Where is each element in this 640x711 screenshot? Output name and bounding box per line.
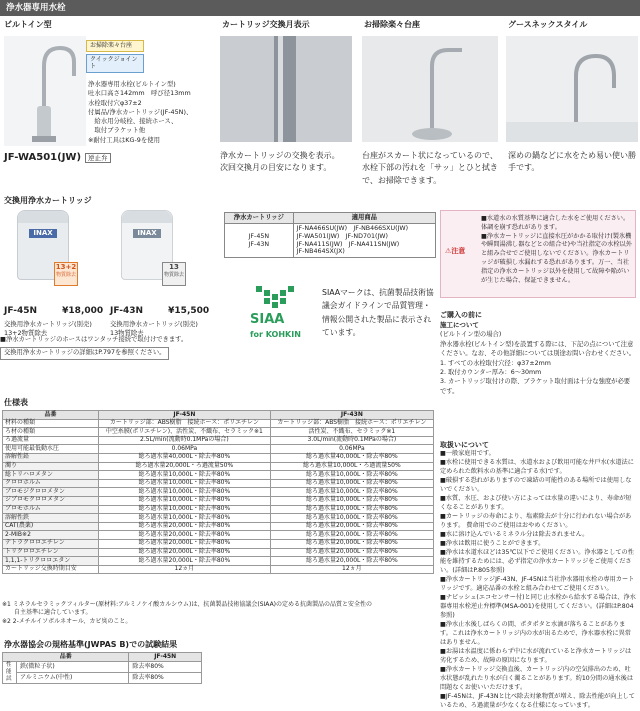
spec-cell: 総ろ過水量10,000L・除去率80% (99, 488, 271, 497)
spec-line: 水栓取付穴φ37±2 (88, 98, 142, 107)
feature-caption-1: 浄水カートリッジの交換を表示。 次回交換月の目安になります。 (220, 151, 340, 173)
spec-cell: 中空糸膜(ポリエチレン)、活性炭、不織布、セラミック※1 (99, 428, 271, 437)
compat-item: JF-NA466SU(JW) JF-NB466SXU(JW) (296, 224, 409, 232)
count-badge-sub: 物質除去 (163, 271, 184, 278)
spec-cell: 活性炭、不織布、セラミック※1 (270, 428, 433, 437)
handling-item: ■浄水は水道水ほどは35℃以下でご使用ください。浄水器としての性能を維持するためには、必ず指定の浄水カートリッジをご使用ください。(詳細はP.805参照) (440, 548, 634, 574)
spec-cell: 総ろ過水量20,000L・除去率80% (99, 539, 271, 548)
spec-cell: 総ろ過水量20,000L・除去率80% (270, 522, 433, 531)
spec-row-label: 1,1,1-トリクロロエタン (3, 557, 99, 566)
spec-line: 吐水口高さ142mm 呼び径13mm (88, 89, 191, 98)
spec-row (3, 471, 434, 480)
spec-cell: 総ろ過水量10,000L・除去率80% (270, 505, 433, 514)
purchase-line: 2. 取付カウンター厚み：6〜30mm (440, 369, 542, 376)
jwpas-head: JF-45N (129, 653, 202, 662)
faucet-photo (4, 36, 86, 146)
compat-cart: JF-45N JF-43N (225, 223, 294, 257)
spec-row-label: 溶解性鉛 (3, 453, 99, 462)
spec-row-label: 総トリハロメタン (3, 471, 99, 480)
cartridge-model: JF-45N (4, 306, 38, 316)
handling-item: ■浄水カートリッジ交換直後、カートリッジ内の空気排出のため、吐水状態が乱れたり水が白く濁ることがあります。約10分間の通水後は問題なくお使いいただけます。 (440, 665, 634, 691)
spec-cell: 総ろ過水量10,000L・除去率80% (270, 479, 433, 488)
feature-photo-2 (362, 36, 498, 142)
spec-row (3, 557, 434, 566)
desc-line: 13物質除去 (110, 328, 144, 337)
brand-label: INAX (133, 229, 161, 238)
footnote: ※1 ミネラルセラミックフィルター(原材料:アルミノケイ酸カルシウム)は、抗菌製品技術協議会(SIAA)の定める抗菌製品の品質と安全性の (2, 601, 373, 608)
model-sub-badge: 逆止弁 (85, 153, 111, 163)
jwpas-head: 品番 (3, 653, 129, 662)
handling-title: 取扱いについて (440, 441, 489, 449)
cartridge-model: JF-43N (110, 306, 144, 316)
purchase-line: (ビルトイン型の場合) (440, 331, 502, 339)
spec-cell: 総ろ過水量40,000L・除去率80% (270, 453, 433, 462)
price-line-45n (4, 306, 103, 317)
spec-row-label: ろ過流量 (3, 436, 99, 445)
spec-cell: 2.5L/min(流動時0.1MPaの場合) (99, 436, 271, 445)
spec-cell: カートリッジ部：ABS樹脂 接続ホース：ポリエチレン (270, 419, 433, 428)
spec-row-label: ブロモホルム (3, 505, 99, 514)
spec-cell: 総ろ過水量20,000L・ろ過流量50% (99, 462, 271, 471)
cartridge-notes (0, 336, 216, 360)
spec-row-label: ブロモジクロロメタン (3, 488, 99, 497)
spec-cell: 0.06MPa (270, 445, 433, 454)
spec-cell: 総ろ過水量40,000L・除去率80% (99, 453, 271, 462)
handling-item: ■一般家庭用です。 (440, 450, 495, 458)
price-line-43n (110, 306, 209, 317)
spec-cell: 総ろ過水量20,000L・除去率80% (99, 548, 271, 557)
spec-row-label: ジブロモクロロメタン (3, 496, 99, 505)
spec-row-label: 2-MIB※2 (3, 531, 99, 540)
spec-row-label: 溶解性鉄 (3, 514, 99, 523)
caution-list (481, 215, 633, 285)
feature-caption-3: 深めの鍋などに水をため易い使い勝手です。 (508, 151, 636, 173)
spec-row (3, 462, 434, 471)
spec-cell: 総ろ過水量10,000L・除去率80% (99, 496, 271, 505)
compat-item: JF-NB464SX(JX) (296, 248, 345, 256)
spec-row-label: テトラクロロエチレン (3, 539, 99, 548)
spec-row (3, 428, 434, 437)
spec-line: 取付ブラケット他 (88, 126, 146, 135)
feature-title-2: お掃除楽々台座 (364, 20, 420, 29)
handling-item: ■ナビッシュ(エコセンサー付)と同じ止水栓から給水する場合は、浄水器専用水栓逆止弁標準(MSA-001)を使用してください。(詳細はP.804参照) (440, 593, 636, 619)
spec-row-label: トリクロロエチレン (3, 548, 99, 557)
spec-cell: 総ろ過水量20,000L・除去率80% (99, 531, 271, 540)
caution-item: ■水道水の水質基準に適合した水をご使用ください。体調を崩す恐れがあります。 (481, 215, 630, 231)
spec-cell: 総ろ過水量20,000L・除去率80% (99, 557, 271, 566)
spec-cell: 総ろ過水量10,000L・除去率80% (270, 488, 433, 497)
page-header (0, 0, 640, 16)
spec-row (3, 565, 434, 574)
jwpas-cell: 除去率80% (129, 662, 202, 673)
product-spec-lines (88, 80, 214, 145)
spec-cell: 12ヵ月 (99, 565, 271, 574)
badge-quick-joint: クイックジョイント (86, 54, 144, 73)
spec-row (3, 539, 434, 548)
spec-cell: 12ヵ月 (270, 565, 433, 574)
compat-table (224, 212, 436, 258)
handling-item: ■浄水カートリッジJF-43N、JF-45Nは当社浄水器用水栓の専用カートリッジです。適応品番の水栓と組み合わせてご使用ください。 (440, 575, 635, 592)
caution-item: ■浄水カートリッジに直接水圧がかかる取付け(製氷機や瞬間湯沸し器などとの組合せ)や当社指定の水栓以外と組み合せでご使用しないでください。浄水カートリッジが破損し水漏れする恐れがあります。万一、当社指定の浄水カートリッジ以外を使用して故障や陥がいが生じた場合、保証できません。 (481, 232, 632, 284)
jwpas-cell: 鉄(微粒子状) (17, 662, 129, 673)
spec-cell: 総ろ過水量10,000L・除去率80% (99, 514, 271, 523)
spec-cell: 3.0L/min(流動時0.1MPaの場合) (270, 436, 433, 445)
spec-cell: 総ろ過水量10,000L・除去率80% (99, 471, 271, 480)
spec-row (3, 522, 434, 531)
cartridge-reference-link[interactable]: 交換用浄水カートリッジの詳細はP.797を参照ください。 (0, 347, 169, 360)
compat-item: JF-WA501(JW) JF-ND701(JW) (296, 232, 388, 240)
handling-item: ■破損する恐れがありますので凍結の可能性のある場所では使用しないでください。 (440, 477, 632, 494)
desc-line: 交換用浄水カートリッジ(別売) (110, 320, 198, 328)
purchase-line: 1. すべての水栓取付穴径：φ37±2mm (440, 359, 551, 367)
spec-row (3, 479, 434, 488)
count-badge-value: 13+2 (55, 263, 77, 271)
spec-line: ※耐付工具はKG-9を使用 (88, 135, 160, 144)
desc-line: 交換用浄水カートリッジ(別売) (4, 320, 92, 328)
siaa-logo-sub: for KOHKIN (250, 330, 301, 339)
count-badge-45n (54, 262, 78, 286)
model-number: JF-WA501(JW) (4, 152, 82, 163)
brand-label: INAX (29, 229, 57, 238)
spec-cell: 総ろ過水量20,000L・除去率80% (270, 539, 433, 548)
handling-item: ■お湯は水温度に係わらず中に水が流れていると浄水カートリッジは劣化するため、故障の原因になります。 (440, 647, 632, 664)
spec-row (3, 436, 434, 445)
feature-photo-3 (506, 36, 638, 142)
siaa-logo-text: SIAA (250, 312, 285, 327)
spec-row-label: 材料の種類 (3, 419, 99, 428)
spec-cell: カートリッジ部：ABS樹脂 接続ホース：ポリエチレン (99, 419, 271, 428)
caution-label: ⚠注意 (445, 247, 466, 255)
caution-label-text: 注意 (451, 247, 466, 255)
count-badge-sub: 物質除去 (55, 271, 76, 278)
feature-caption-2: 台座がスカート状になっているので、水栓下部の汚れを「サッ」とひと拭きで、お掃除できます。 (362, 151, 498, 185)
purchase-title: ご購入の前に (440, 311, 482, 319)
count-badge-43n (162, 262, 186, 286)
siaa-logo (250, 286, 314, 346)
spec-row-label: CAT(農薬) (3, 522, 99, 531)
spec-row (3, 505, 434, 514)
product-section-title: ビルトイン型 (4, 20, 52, 29)
purchase-line: 3. カートリッジ取付けの際、ブラケット取付面は十分な強度が必要です。 (440, 378, 631, 395)
spec-cell: 総ろ過水量10,000L・除去率80% (270, 496, 433, 505)
handling-item: ■JF-45Nは、JF-43Nと比べ除去対象物質が増え、除去性能が向上しているため、ろ過流量が少なくなる仕様になっています。 (440, 692, 635, 709)
spec-section-title: 仕様表 (4, 398, 28, 407)
handling-item: ■カートリッジの寿命により、塩素除去が十分に行われない場合があります。 費命用でのご使用はおやめください。 (440, 513, 632, 530)
compat-head: 浄水カートリッジ (225, 213, 294, 224)
spec-footnotes (2, 601, 434, 626)
spec-row-label: カートリッジ交換時期目安 (3, 565, 99, 574)
spec-row-label: 使用可能最低動水圧 (3, 445, 99, 454)
handling-item: ■水質、水圧、および使い方によっては水量の違いにより、寿命が短くなることがあります。 (440, 495, 632, 512)
spec-row (3, 453, 434, 462)
compat-item: JF-NA411S(JW) JF-NA411SN(JW) (296, 240, 400, 248)
spec-head: JF-45N (99, 411, 271, 420)
handling-item: ■水に溶け込んでいるミネラル分は除去されません。 (440, 531, 589, 538)
spec-table (2, 410, 434, 574)
jwpas-cell: 除去率80% (129, 672, 202, 683)
jwpas-cell: アルミニウム(中性) (17, 672, 129, 683)
spec-cell: 総ろ過水量10,000L・ろ過流量50% (270, 462, 433, 471)
spec-cell: 総ろ過水量20,000L・除去率80% (99, 522, 271, 531)
cartridge-section-title: 交換用浄水カートリッジ (4, 196, 92, 205)
compat-head: 適用商品 (293, 213, 435, 224)
purchase-line: 浄水器水栓(ビルトイン型)を設置する際には、下記の点について注意ください。なお、その他詳細については別途お問い合わせください。 (440, 340, 636, 358)
jwpas-table (2, 652, 202, 684)
handling-item: ■浄水止水後しばらくの間、ポタポタと水滴が落ちることがあります。これは浄水カートリッジ内の水が出るためで、浄水器水栓に異常はありません。 (440, 620, 631, 646)
spec-head: JF-43N (270, 411, 433, 420)
badge-easy-clean: お掃除楽々台座 (86, 40, 144, 52)
product-model (4, 152, 111, 165)
note-line: ■浄水カートリッジのホースはワンタッチ接続で取付けできます。 (0, 336, 188, 343)
header-title: 浄水器専用水栓 (6, 3, 66, 13)
cartridge-price: ¥15,500 (168, 306, 210, 316)
spec-cell: 総ろ過水量10,000L・除去率80% (99, 479, 271, 488)
spec-head: 品番 (3, 411, 99, 420)
spec-row-label: ろ材の種類 (3, 428, 99, 437)
spec-row-label: クロロホルム (3, 479, 99, 488)
footnote: ※2 2-メチルイソボルネオール、カビ臭のこと。 (2, 617, 132, 625)
spec-cell: 総ろ過水量10,000L・除去率80% (99, 505, 271, 514)
count-badge-value: 13 (169, 263, 179, 271)
handling-item: ■浄水は飲用に使うことができます。 (440, 539, 545, 547)
feature-title-3: グースネックスタイル (508, 20, 588, 29)
footnote: 自主基準に適合しています。 (2, 609, 92, 617)
spec-row (3, 419, 434, 428)
badge-group (86, 40, 144, 70)
handling-list (440, 450, 636, 711)
purchase-notes (440, 310, 636, 396)
spec-row-label: 濁り (3, 462, 99, 471)
desc-line: 13+2物質除去 (4, 328, 48, 337)
feature-photo-1 (220, 36, 352, 142)
jwpas-title: 浄水器協会の規格基準(JWPAS B)での試験結果 (4, 640, 178, 649)
handling-notes (440, 440, 636, 711)
spec-cell: 総ろ過水量20,000L・除去率80% (270, 548, 433, 557)
spec-line: 浄水器専用水栓(ビルトイン型) (88, 80, 176, 88)
spec-row (3, 514, 434, 523)
spec-row (3, 496, 434, 505)
caution-box (440, 210, 636, 298)
handling-item: ■水栓に使用できる水質は、水道水および飲用可能な井戸水(水道法に定められた飲料水の基準に適合する水)です。 (440, 459, 634, 476)
compat-items (293, 223, 435, 257)
spec-row (3, 548, 434, 557)
spec-cell: 総ろ過水量20,000L・除去率80% (270, 557, 433, 566)
spec-cell: 総ろ過水量10,000L・除去率80% (270, 514, 433, 523)
spec-cell: 総ろ過水量10,000L・除去率80% (270, 471, 433, 480)
purchase-subtitle: 施工について (440, 320, 479, 329)
spec-line: 付属品/浄水カートリッジ(JF-45N)、 (88, 107, 193, 116)
jwpas-side: 性能試 (3, 662, 17, 684)
spec-line: 給水用分岐栓、接続ホース、 (88, 117, 178, 126)
cartridge-price: ¥18,000 (62, 306, 104, 316)
spec-cell: 総ろ過水量20,000L・除去率80% (270, 531, 433, 540)
siaa-description: SIAAマークは、抗菌製品技術協議会ガイドラインで品質管理・情報公開された製品に表示されています。 (322, 288, 434, 337)
spec-cell: 0.06MPa (99, 445, 271, 454)
feature-title-1: カートリッジ交換月表示 (222, 20, 310, 29)
